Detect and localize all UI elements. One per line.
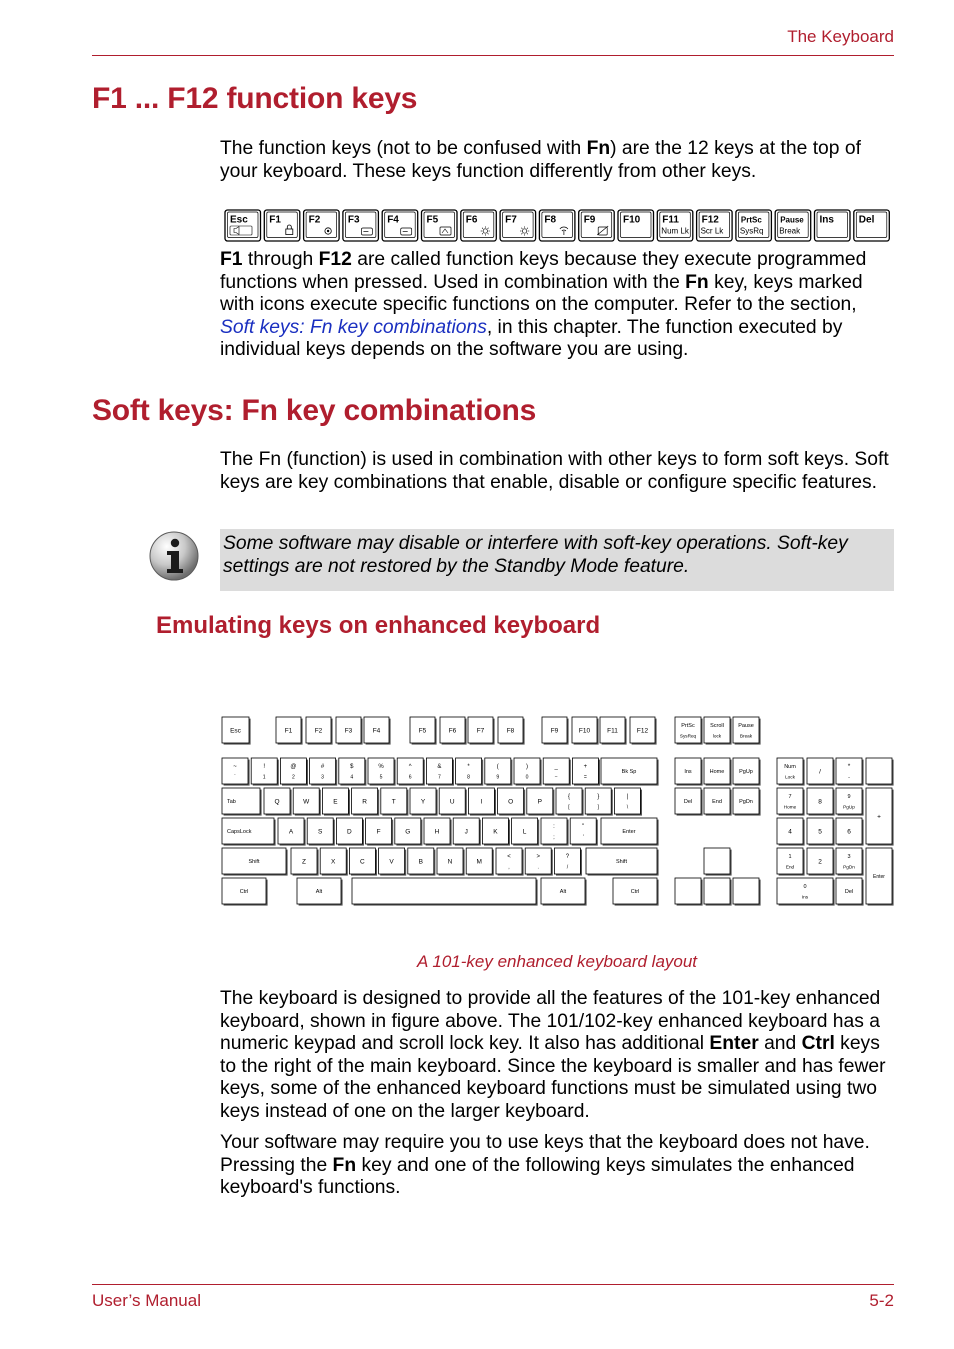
key-np-7	[777, 788, 805, 816]
svg-text:Enter: Enter	[873, 873, 885, 880]
note-text: Some software may disable or interfere with soft-key operations. Soft-key settings are not restored by the Standby Mode feature.	[223, 533, 848, 577]
svg-text:Del: Del	[683, 798, 693, 805]
svg-text:F1: F1	[284, 727, 293, 735]
svg-text:Q: Q	[274, 798, 280, 806]
svg-text:`: `	[234, 774, 236, 781]
key-num-5	[339, 758, 367, 786]
svg-text:PgDn: PgDn	[843, 864, 855, 870]
key-arrow-left	[675, 878, 703, 906]
svg-text:&: &	[437, 763, 442, 770]
svg-text:/: /	[566, 864, 569, 871]
svg-text:}: }	[597, 793, 600, 800]
svg-text:Z: Z	[302, 858, 306, 866]
svg-text:F6: F6	[448, 727, 457, 735]
footer-manual-title: User’s Manual	[92, 1291, 201, 1310]
page-header	[92, 26, 894, 56]
fkey-ins	[815, 210, 851, 241]
key-num-6	[368, 758, 396, 786]
svg-text:K: K	[493, 828, 498, 836]
key-z	[291, 848, 319, 876]
key-nav-home	[704, 758, 732, 786]
key-f8	[498, 717, 525, 745]
svg-text:F2: F2	[308, 214, 321, 226]
svg-text:1: 1	[262, 774, 266, 781]
key-f9	[542, 717, 569, 745]
key-np-9	[836, 788, 864, 816]
svg-text:Home: Home	[709, 768, 725, 775]
svg-text:F9: F9	[550, 727, 559, 735]
key-f	[366, 818, 394, 846]
key-prtsc	[675, 717, 703, 745]
key-num-13	[572, 758, 600, 786]
page-footer	[92, 1284, 894, 1313]
key-q	[264, 788, 292, 816]
function-keys-intro: The function keys (not to be confused with Fn) are the 12 keys at the top of your keyboard. These keys function differently from other keys.	[220, 138, 861, 182]
key-punct-q-3	[614, 788, 642, 816]
key-p	[527, 788, 555, 816]
svg-text:I: I	[480, 798, 483, 806]
key-num-12	[543, 758, 571, 786]
header-section-title: The Keyboard	[787, 27, 894, 46]
key-k	[482, 818, 510, 846]
key-pause	[733, 717, 761, 745]
svg-text:Del: Del	[844, 888, 854, 895]
svg-text:L: L	[522, 828, 527, 836]
key-e	[322, 788, 350, 816]
key-d	[336, 818, 364, 846]
key-arrow-right	[733, 878, 761, 906]
svg-text:Alt: Alt	[315, 888, 323, 895]
key-punct-a-1	[541, 818, 569, 846]
svg-text:D: D	[347, 828, 352, 836]
svg-text:H: H	[434, 828, 440, 836]
svg-text:F3: F3	[344, 727, 353, 735]
svg-text:PgUp: PgUp	[739, 768, 753, 775]
svg-text:Num: Num	[784, 763, 796, 770]
svg-text:End: End	[712, 798, 722, 805]
svg-text:4: 4	[350, 774, 354, 781]
key-np-0	[777, 878, 835, 906]
svg-text:5: 5	[818, 828, 822, 836]
svg-text:\: \	[626, 804, 629, 811]
key-punct-z-2	[525, 848, 553, 876]
svg-text:F5: F5	[426, 214, 439, 226]
svg-text:^: ^	[408, 763, 412, 770]
key-np-8	[807, 788, 835, 816]
key-enter	[601, 818, 659, 846]
svg-text:Esc: Esc	[230, 214, 248, 226]
key-np-del	[836, 878, 864, 906]
key-ctrl-right	[613, 878, 659, 906]
function-key-strip	[224, 209, 892, 242]
svg-text:SysRq: SysRq	[739, 226, 764, 236]
svg-text:Break: Break	[739, 733, 753, 739]
svg-text:[: [	[568, 804, 570, 811]
key-f3	[336, 717, 363, 745]
svg-text:2: 2	[291, 774, 295, 781]
svg-text:6: 6	[408, 774, 412, 781]
key-u	[439, 788, 467, 816]
fkey-f2	[304, 210, 340, 241]
svg-text:?: ?	[565, 853, 570, 860]
fkey-esc	[225, 210, 261, 241]
key-num-11	[514, 758, 542, 786]
svg-text:!: !	[263, 763, 266, 770]
key-f1	[276, 717, 303, 745]
svg-text:F7: F7	[476, 727, 485, 735]
svg-text:Shift: Shift	[248, 858, 260, 865]
key-np-star	[836, 758, 864, 786]
svg-text:F1: F1	[269, 214, 281, 226]
svg-text:1: 1	[788, 853, 792, 860]
key-nav-pgdn	[733, 788, 761, 816]
svg-text:F8: F8	[544, 214, 557, 226]
svg-text:B: B	[418, 858, 423, 866]
svg-text:lock: lock	[712, 733, 722, 739]
svg-text:Enter: Enter	[622, 828, 636, 835]
svg-text:F12: F12	[701, 214, 719, 226]
svg-text:Num Lk: Num Lk	[661, 226, 689, 236]
svg-text:Ins: Ins	[801, 894, 809, 900]
svg-text:X: X	[331, 858, 336, 866]
svg-text:+: +	[583, 763, 588, 770]
key-n	[437, 848, 465, 876]
key-ctrl-left	[222, 878, 268, 906]
enhanced-keyboard-description: The keyboard is designed to provide all the features of the 101-key enhanced keyboard, shown in figure above. The 101/102-key enhanced keyboard has a numeric keypad and scroll lock key. It also has additional Enter and Ctrl keys to the right of the main keyboard. Since the keyboard is smaller and has fewer keys, some of the enhanced keyboard functions must be simulated using two keys instead of one on the larger keyboard.	[220, 988, 886, 1122]
svg-text:G: G	[405, 828, 411, 836]
fkey-f7	[500, 210, 535, 241]
key-c	[349, 848, 377, 876]
svg-text:2: 2	[818, 858, 822, 866]
svg-text:F11: F11	[662, 214, 679, 226]
fkey-f4	[382, 210, 418, 241]
svg-text:': '	[582, 834, 584, 841]
key-num-7	[397, 758, 425, 786]
svg-text:Alt: Alt	[559, 888, 567, 895]
key-nav-del	[675, 788, 703, 816]
key-np-2	[807, 848, 835, 876]
key-tab	[222, 788, 262, 816]
svg-text:Ctrl: Ctrl	[239, 888, 249, 895]
svg-text:@: @	[290, 763, 297, 770]
svg-text:$: $	[350, 763, 354, 770]
svg-text:*: *	[847, 762, 851, 770]
key-shift-left	[222, 848, 288, 876]
fkey-f10	[618, 210, 654, 241]
svg-text:Scroll: Scroll	[710, 722, 724, 729]
key-nav-end	[704, 788, 732, 816]
key-r	[352, 788, 380, 816]
key-v	[379, 848, 407, 876]
key-f6	[440, 717, 467, 745]
svg-text:6: 6	[847, 828, 851, 836]
key-m	[466, 848, 494, 876]
svg-text:O: O	[508, 798, 514, 806]
key-alt-left	[297, 878, 343, 906]
key-np-enter	[866, 848, 894, 906]
svg-text:PgUp: PgUp	[843, 804, 855, 810]
svg-text:3: 3	[847, 853, 851, 860]
key-punct-q-1	[556, 788, 584, 816]
svg-text:N: N	[447, 858, 453, 866]
svg-text:5: 5	[379, 774, 383, 781]
svg-text:{: {	[567, 793, 571, 800]
key-punct-z-3	[554, 848, 582, 876]
key-h	[424, 818, 452, 846]
svg-text:Shift: Shift	[615, 858, 628, 865]
svg-text:−: −	[554, 774, 558, 781]
soft-keys-intro: The Fn (function) is used in combination with other keys to form soft keys. Soft keys are key combinations that enable, disable or configure specific features.	[220, 449, 889, 493]
svg-text:F9: F9	[583, 214, 596, 226]
svg-text:T: T	[391, 798, 396, 806]
svg-text:SysReq: SysReq	[679, 733, 697, 739]
svg-text:Lock: Lock	[785, 774, 795, 780]
key-f12	[630, 717, 657, 745]
key-nav-ins	[675, 758, 703, 786]
key-nav-pgup	[733, 758, 761, 786]
key-num-9	[456, 758, 484, 786]
svg-text:]: ]	[597, 804, 599, 811]
key-t	[381, 788, 409, 816]
svg-text:E: E	[333, 798, 338, 806]
key-np-3	[836, 848, 864, 876]
svg-text:F4: F4	[372, 727, 381, 735]
key-capslock	[222, 818, 276, 846]
svg-text:~: ~	[233, 763, 237, 770]
note-box	[220, 529, 894, 591]
svg-text:): )	[526, 763, 528, 770]
figure-caption: A 101-key enhanced keyboard layout	[416, 952, 698, 971]
fkey-f1	[264, 210, 300, 241]
svg-text:Break: Break	[779, 226, 801, 236]
key-punct-z-1	[496, 848, 524, 876]
svg-text:End: End	[785, 864, 795, 870]
svg-text:A: A	[288, 828, 294, 836]
svg-text:Ins: Ins	[684, 768, 692, 775]
svg-text:9: 9	[847, 793, 851, 800]
svg-text:%: %	[378, 763, 384, 770]
svg-text:CapsLock: CapsLock	[227, 828, 252, 835]
key-scroll	[704, 717, 732, 745]
svg-text:C: C	[360, 858, 365, 866]
svg-text:#: #	[320, 763, 325, 770]
key-b	[408, 848, 436, 876]
svg-text:F3: F3	[347, 214, 360, 226]
svg-text:S: S	[318, 828, 323, 836]
key-s	[307, 818, 335, 846]
key-num-2	[251, 758, 279, 786]
svg-text:PgDn: PgDn	[739, 798, 753, 805]
svg-text:_: _	[554, 763, 558, 770]
key-np-4	[777, 818, 805, 846]
key-i	[468, 788, 496, 816]
svg-text:Tab: Tab	[227, 798, 236, 805]
svg-text:8: 8	[467, 774, 471, 781]
fkey-f12	[697, 210, 733, 241]
svg-text:=: =	[583, 774, 587, 781]
svg-text:;: ;	[553, 834, 555, 841]
svg-text:U: U	[449, 798, 455, 806]
key-f10	[572, 717, 599, 745]
svg-text:0: 0	[525, 774, 529, 781]
key-num-4	[310, 758, 338, 786]
key-x	[320, 848, 348, 876]
svg-text:-: -	[848, 774, 850, 781]
svg-text:|: |	[626, 793, 629, 800]
key-backspace	[601, 758, 659, 786]
svg-text:,: ,	[508, 864, 510, 871]
svg-text:F12: F12	[636, 727, 649, 735]
key-esc	[222, 717, 251, 745]
key-alt-right	[541, 878, 587, 906]
svg-text:Ins: Ins	[819, 214, 834, 226]
svg-text:F6: F6	[465, 214, 478, 226]
svg-text:M: M	[476, 858, 482, 866]
svg-text:F11: F11	[607, 727, 618, 735]
svg-text:F2: F2	[314, 727, 323, 735]
key-np-slash	[807, 758, 835, 786]
fn-simulation-description: Your software may require you to use keys that the keyboard does not have. Pressing the Fn key and one of the following keys simulates the enhanced keyboard's functions.	[220, 1132, 870, 1198]
svg-text:J: J	[464, 828, 468, 836]
svg-text:8: 8	[818, 798, 822, 806]
svg-text:W: W	[303, 798, 310, 806]
svg-text:Home: Home	[783, 804, 797, 810]
key-f5	[410, 717, 437, 745]
svg-text:Pause: Pause	[738, 722, 754, 729]
svg-text:(: (	[496, 763, 499, 770]
key-space	[352, 878, 538, 906]
key-num-1	[222, 758, 250, 786]
fkey-f6	[461, 210, 497, 241]
key-j	[453, 818, 481, 846]
svg-text:F10: F10	[623, 214, 641, 226]
key-punct-q-2	[585, 788, 613, 816]
key-f2	[306, 717, 333, 745]
svg-text:7: 7	[788, 793, 792, 800]
key-g	[395, 818, 423, 846]
key-f4	[364, 717, 391, 745]
key-numlock	[777, 758, 805, 786]
svg-text:V: V	[389, 858, 394, 866]
info-icon	[148, 530, 200, 582]
svg-text:<: <	[507, 853, 511, 860]
svg-text:F8: F8	[506, 727, 515, 735]
svg-text::: :	[553, 823, 555, 830]
key-w	[293, 788, 321, 816]
key-num-3	[280, 758, 308, 786]
svg-text:": "	[582, 823, 585, 830]
svg-text:F: F	[376, 828, 381, 836]
key-a	[278, 818, 306, 846]
svg-text:Scr Lk: Scr Lk	[700, 226, 724, 236]
svg-text:Ctrl: Ctrl	[630, 888, 640, 895]
key-arrow-down	[704, 878, 732, 906]
svg-text:P: P	[537, 798, 542, 806]
svg-text:Del: Del	[858, 214, 875, 226]
key-punct-a-2	[570, 818, 598, 846]
svg-text:Esc: Esc	[230, 727, 241, 735]
key-np-plus	[866, 788, 894, 846]
svg-text:Y: Y	[420, 798, 426, 806]
fkey-f5	[422, 210, 458, 241]
footer-page-number: 5-2	[869, 1291, 894, 1310]
svg-text:>: >	[536, 853, 540, 860]
key-np-5	[807, 818, 835, 846]
svg-text:F7: F7	[505, 214, 517, 226]
svg-text:PrtSc: PrtSc	[740, 215, 762, 225]
key-f11	[600, 717, 627, 745]
svg-text:3: 3	[321, 774, 325, 781]
fkey-pause	[775, 210, 811, 241]
svg-text:*: *	[467, 763, 470, 770]
keyboard-layout-diagram	[220, 714, 894, 906]
svg-text:7: 7	[437, 774, 441, 781]
key-o	[498, 788, 526, 816]
section-title-soft-keys: Soft keys: Fn key combinations	[92, 394, 537, 427]
svg-text:9: 9	[496, 774, 500, 781]
key-arrow-up	[704, 848, 732, 876]
svg-text:Bk Sp: Bk Sp	[621, 768, 637, 775]
svg-text:F5: F5	[418, 727, 427, 735]
svg-text:Pause: Pause	[780, 215, 804, 225]
fkey-f8	[539, 210, 575, 241]
fkey-f9	[579, 210, 615, 241]
fkey-f11	[657, 210, 693, 241]
section-title-function-keys: F1 ... F12 function keys	[92, 82, 418, 115]
subsection-title-emulating-keys: Emulating keys on enhanced keyboard	[156, 612, 601, 639]
function-keys-description: F1 through F12 are called function keys because they execute programmed functions when pressed. Used in combination with the Fn key, keys marked with icons execute specific functions on the computer. Refer to the section, Soft keys: Fn key combinations, in this chapter. The function executed by individual keys depends on the software you are using.	[220, 249, 867, 360]
soft-keys-link[interactable]: Soft keys: Fn key combinations	[220, 316, 487, 338]
key-np-6	[836, 818, 864, 846]
svg-text:R: R	[362, 798, 367, 806]
svg-text:F4: F4	[387, 214, 399, 226]
svg-text:4: 4	[788, 828, 792, 836]
key-np-blank	[866, 758, 894, 786]
svg-text:0: 0	[803, 883, 807, 890]
key-num-8	[426, 758, 454, 786]
svg-text:+: +	[877, 813, 881, 821]
key-l	[512, 818, 540, 846]
svg-text:.: .	[537, 864, 539, 871]
key-num-10	[485, 758, 513, 786]
svg-text:/: /	[819, 768, 821, 776]
svg-text:PrtSc: PrtSc	[681, 722, 695, 729]
fkey-prtsc	[736, 210, 772, 241]
key-np-1	[777, 848, 805, 876]
key-f7	[468, 717, 495, 745]
fkey-f3	[343, 210, 379, 241]
key-y	[410, 788, 438, 816]
key-shift-right	[586, 848, 659, 876]
fkey-del	[854, 210, 890, 241]
svg-text:F10: F10	[578, 727, 591, 735]
